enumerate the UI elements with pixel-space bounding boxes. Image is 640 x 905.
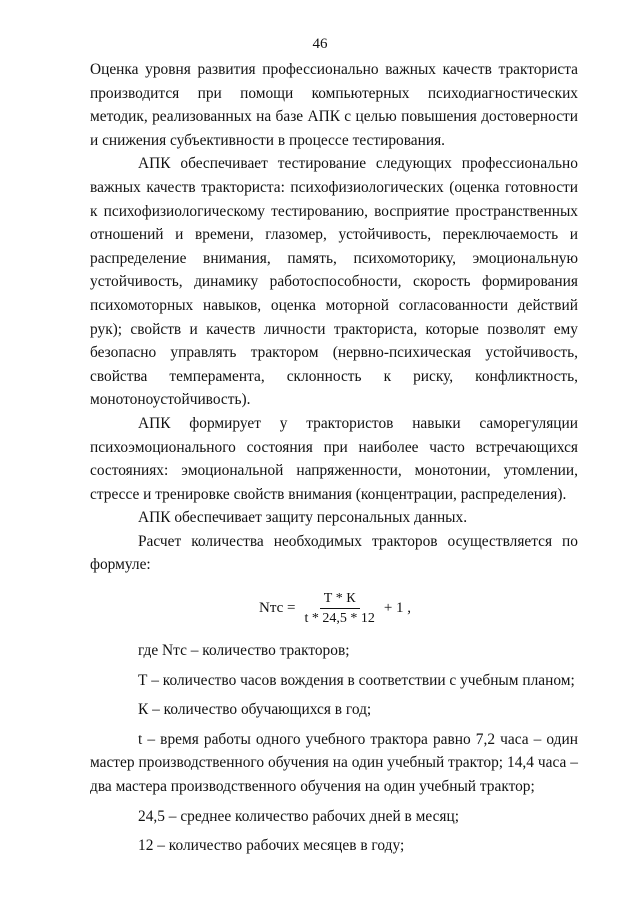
definition-item: t – время работы одного учебного трактора равно 7,2 часа – один мастер производственного обучения на один учебный трактор; 14,4 часа – два мастера производственного обучения на один учебный трактор; [90, 730, 578, 796]
definition-item: 12 – количество рабочих месяцев в году; [138, 837, 405, 855]
definition-item: 24,5 – среднее количество рабочих дней в месяц; [138, 807, 460, 825]
definitions-list [90, 639, 578, 858]
paragraph-self-regulation: АПК формирует у трактористов навыки саморегуляции психоэмоционального состояния при наиболее часто встречающихся состояниях: эмоциональной напряженности, монотонии, утомлении, стрессе и тренировке свойств внимания (концентрации, распределения). [90, 414, 578, 503]
page-number: 46 [312, 36, 328, 52]
formula-fraction [300, 590, 378, 629]
formula-lhs: Nтс = [259, 600, 296, 617]
paragraph-testing-qualities: АПК обеспечивает тестирование следующих профессионально важных качеств тракториста: психофизиологических (оценка готовности к психофизиологическому тестированию, восприятие пространственных отношений и времени, глазомер, устойчивость, переключаемость и распределение внимания, память, психомоторику, эмоциональную устойчивость, динамику работоспособности, скорость формирования психомоторных навыков, оценка моторной согласованности действий рук); свойств и качеств личности тракториста, которые позволят ему безопасно управлять трактором (нервно-психическая устойчивость, свойства темперамента, склонность к риску, конфликтность, монотоноустойчивость). [90, 155, 578, 409]
formula-numerator: Т * К [320, 590, 360, 609]
formula-block [90, 586, 578, 632]
definition-item: Т – количество часов вождения в соответствии с учебным планом; [138, 671, 575, 689]
paragraph-calculation: Расчет количества необходимых тракторов осуществляется по формуле: [90, 532, 578, 574]
paragraph-data-protection: АПК обеспечивает защиту персональных данных. [138, 509, 468, 527]
document-body [90, 58, 578, 858]
tractor-count-formula [259, 586, 411, 632]
formula-denominator: t * 24,5 * 12 [304, 610, 375, 626]
formula-rhs: + 1 , [383, 600, 412, 617]
definition-item: где Nтс – количество тракторов; [138, 642, 350, 660]
paragraph-assessment: Оценка уровня развития профессионально важных качеств тракториста производится при помощи компьютерных психодиагностических методик, реализованных на базе АПК с целью повышения достоверности и снижения субъективности в процессе тестирования. [90, 61, 578, 149]
definition-item: К – количество обучающихся в год; [138, 701, 372, 719]
